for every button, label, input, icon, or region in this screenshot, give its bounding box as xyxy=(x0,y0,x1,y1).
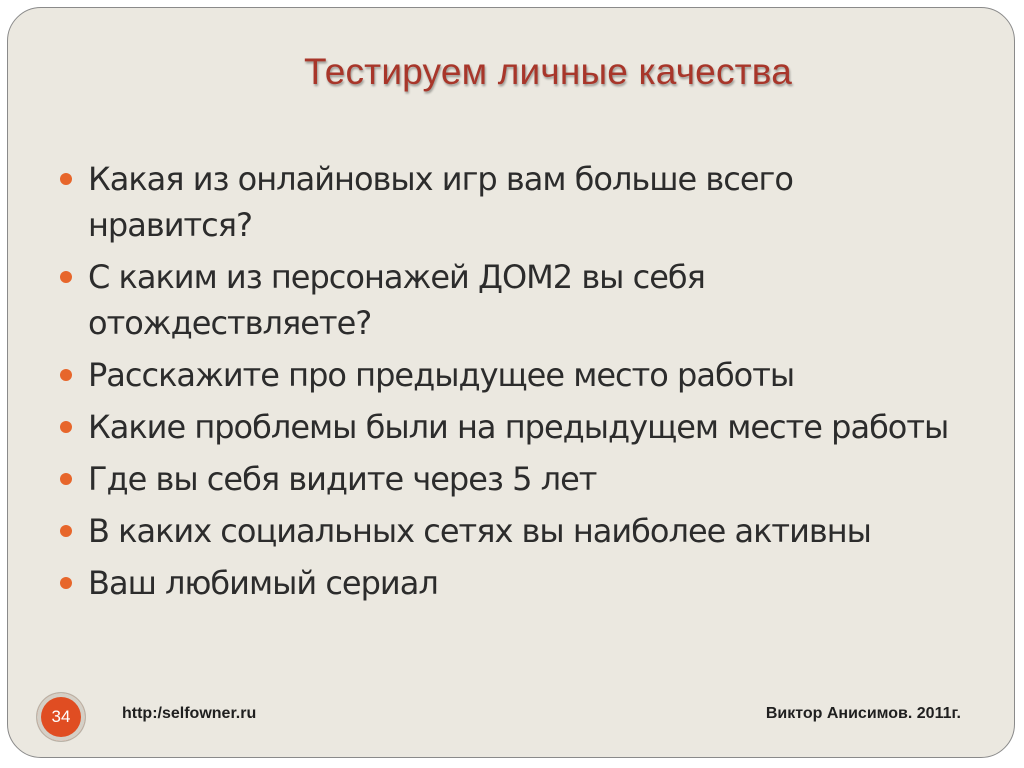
page-number-badge: 34 xyxy=(37,693,85,741)
bullet-item xyxy=(60,456,960,502)
bullet-item xyxy=(60,254,960,346)
bullet-list xyxy=(60,156,960,612)
bullet-dot-icon xyxy=(60,421,72,433)
bullet-item xyxy=(60,404,960,450)
bullet-text: Какие проблемы были на предыдущем месте работы xyxy=(88,408,949,446)
bullet-item xyxy=(60,156,960,248)
bullet-text: Где вы себя видите через 5 лет xyxy=(88,460,597,498)
bullet-text: В каких социальных сетях вы наиболее активны xyxy=(88,512,871,550)
bullet-text: Ваш любимый сериал xyxy=(88,564,438,602)
bullet-item xyxy=(60,560,960,606)
bullet-item xyxy=(60,352,960,398)
bullet-dot-icon xyxy=(60,473,72,485)
slide xyxy=(7,7,1015,758)
bullet-text: Расскажите про предыдущее место работы xyxy=(88,356,795,394)
bullet-item xyxy=(60,508,960,554)
bullet-dot-icon xyxy=(60,525,72,537)
bullet-dot-icon xyxy=(60,369,72,381)
bullet-dot-icon xyxy=(60,577,72,589)
slide-title: Тестируем личные качества xyxy=(303,51,793,92)
bullet-text: С каким из персонажей ДОМ2 вы себя отождествляете? xyxy=(88,258,705,342)
footer-author: Виктор Анисимов. 2011г. xyxy=(765,705,961,722)
footer-url: http:/selfowner.ru xyxy=(122,705,257,722)
bullet-text: Какая из онлайновых игр вам больше всего нравится? xyxy=(88,160,793,244)
bullet-dot-icon xyxy=(60,173,72,185)
bullet-dot-icon xyxy=(60,271,72,283)
